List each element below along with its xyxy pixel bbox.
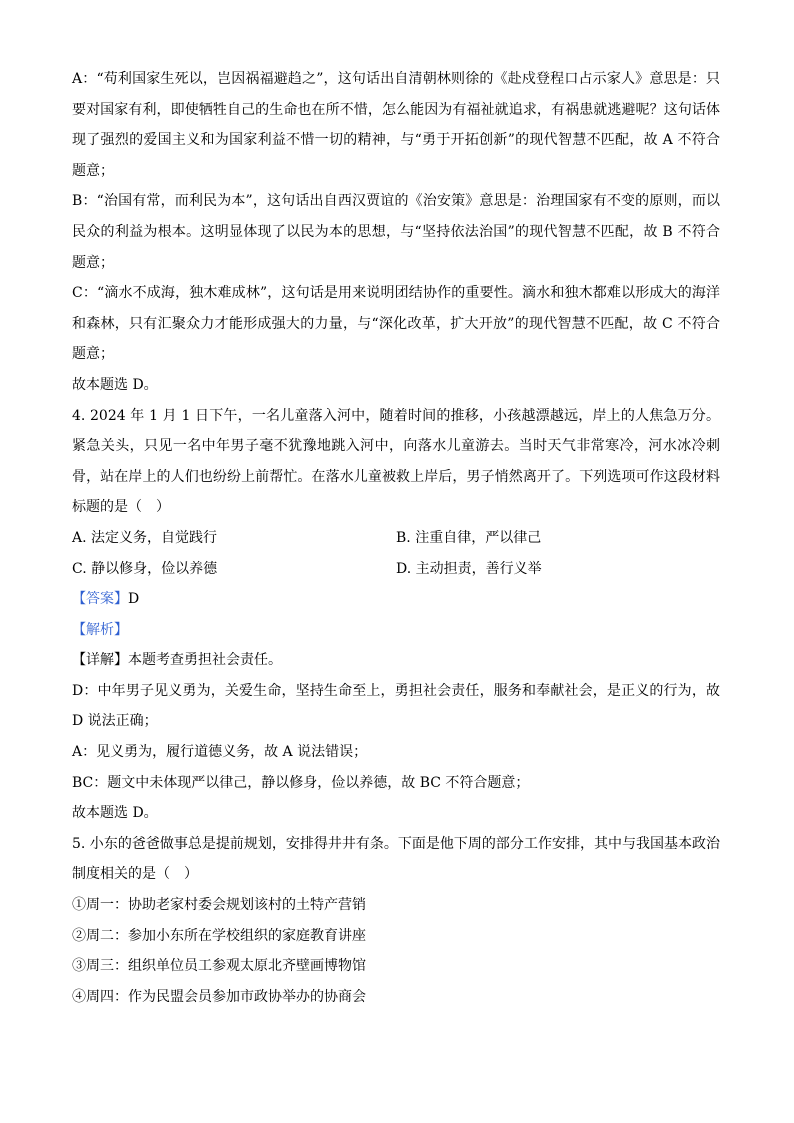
q4-analysis-d: D：中年男子见义勇为，关爱生命，坚持生命至上，勇担社会责任，服务和奉献社会，是正义的行为，故 D 说法正确； — [72, 682, 720, 730]
q5-item-4: ④周四：作为民盟会员参加市政协举办的协商会 — [72, 988, 366, 1005]
answer-label: 【答案】 — [72, 591, 128, 608]
q3-analysis-a: A：“苟利国家生死以，岂因祸福避趋之”，这句话出自清朝林则徐的《赴戍登程口占示家人》意思是：只要对国家有利，即使牺牲自己的生命也在所不惜，怎么能因为有福祉就追求，有祸患就逃避呢？这句话体现了强烈的爱国主义和为国家利益不惜一切的精神，与“勇于开拓创新”的现代智慧不匹配，故 A 不符合题意； — [72, 71, 720, 179]
q4-option-c: C. 静以修身，俭以养德 — [72, 560, 218, 577]
answer-value: D — [128, 591, 140, 608]
q4-answer-line — [72, 584, 720, 615]
q4-conclusion: 故本题选 D。 — [72, 805, 158, 822]
q4-analysis-heading — [72, 615, 720, 646]
q3-conclusion: 故本题选 D。 — [72, 376, 158, 393]
q4-options — [72, 523, 720, 584]
q4-stem: 4. 2024 年 1 月 1 日下午，一名儿童落入河中，随着时间的推移，小孩越漂越远，岸上的人焦急万分。紧急关头，只见一名中年男子毫不犹豫地跳入河中，向落水儿童游去。当时天气非常寒冷，河水冰冷刺骨，站在岸上的人们也纷纷上前帮忙。在落水儿童被救上岸后，男子悄然离开了。下列选项可作这段材料标题的是（ ） — [72, 407, 720, 516]
q3-analysis-b: B：“治国有常，而利民为本”，这句话出自西汉贾谊的《治安策》意思是：治理国家有不变的原则，而以民众的利益为根本。这明显体现了以民为本的思想，与“坚持依法治国”的现代智慧不匹配，故 B 不符合题意； — [72, 193, 720, 271]
q4-detail-line — [72, 645, 720, 676]
detail-label: 【详解】 — [72, 652, 128, 669]
q4-analysis-a: A：见义勇为，履行道德义务，故 A 说法错误； — [72, 744, 368, 761]
q5-stem: 5. 小东的爸爸做事总是提前规划，安排得井井有条。下面是他下周的部分工作安排，其中与我国基本政治制度相关的是（ ） — [72, 835, 720, 883]
q4-option-a: A. 法定义务，自觉践行 — [72, 529, 218, 546]
q4-option-b: B. 注重自律，严以律己 — [396, 529, 542, 546]
q4-analysis-bc: BC：题文中未体现严以律己，静以修身，俭以养德，故 BC 不符合题意； — [72, 774, 530, 791]
q5-item-3: ③周三：组织单位员工参观太原北齐壁画博物馆 — [72, 958, 366, 975]
analysis-label: 【解析】 — [72, 621, 128, 638]
detail-text: 本题考查勇担社会责任。 — [128, 652, 282, 669]
q5-item-1: ①周一：协助老家村委会规划该村的土特产营销 — [72, 897, 366, 914]
q5-item-2: ②周二：参加小东所在学校组织的家庭教育讲座 — [72, 927, 366, 944]
document-page — [72, 64, 720, 1012]
q4-option-d: D. 主动担责，善行义举 — [396, 560, 542, 577]
q3-analysis-c: C：“滴水不成海，独木难成林”，这句话是用来说明团结协作的重要性。滴水和独木都难以形成大的海洋和森林，只有汇聚众力才能形成强大的力量，与“深化改革，扩大开放”的现代智慧不匹配，故 C 不符合题意； — [72, 285, 720, 363]
